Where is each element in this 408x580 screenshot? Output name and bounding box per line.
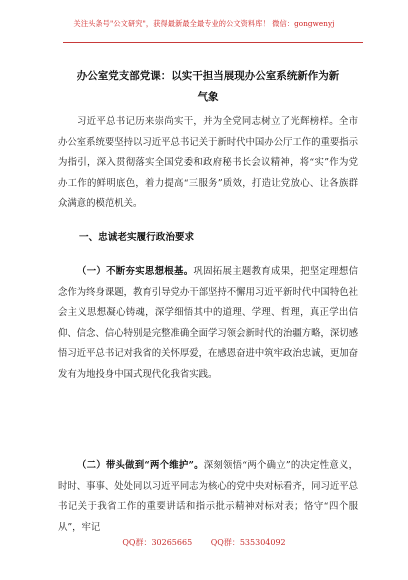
point-2-lead: （二）带头做到“两个维护”。 <box>77 460 204 471</box>
point-2-body: 深刻领悟“两个确立”的决定性意义，时时、事事、处处同以习近平同志为核心的党中央对标看齐，同习近平总书记关于我省工作的重要讲话和指示批示精神对标对表；恪守“四个服从”，牢记 <box>58 460 359 533</box>
header-divider <box>63 42 363 43</box>
section-heading-1: 一、忠诚老实履行政治要求 <box>79 232 195 243</box>
document-title <box>60 66 356 108</box>
intro-paragraph: 习近平总书记历来崇尚实干，并为全党同志树立了光辉榜样。全市办公室系统要坚持以习近平总书记关于新时代中国办公厅工作的重要指示为指引，深入贯彻落实全国党委和政府秘书长会议精神，将“实”作为党办工作的鲜明底色，着力提高“三服务”质效，打造让党放心、让各族群众满意的模范机关。 <box>58 116 359 210</box>
title-line-2: 气象 <box>197 91 219 103</box>
point-1-lead: （一）不断夯实思想根基。 <box>77 266 194 277</box>
point-2-paragraph <box>58 456 358 538</box>
point-1-body: 巩固拓展主题教育成果，把坚定理想信念作为终身课题，教育引导党办干部坚持不懈用习近平新时代中国特色社会主义思想凝心铸魂，深学细悟其中的道理、学理、哲理，真正学出信仰、信念、信心特别是完整准确全面学习领会新时代的治疆方略，深切感悟习近平总书记对我省的关怀厚爱，在感恩奋进中筑牢政治忠诚，更加奋发有为地投身中国式现代化我省实践。 <box>58 266 359 380</box>
point-1-paragraph <box>58 262 358 386</box>
footer-qq-groups <box>0 537 408 548</box>
title-line-1: 办公室党支部党课：以实干担当展现办公室系统新作为新 <box>76 70 340 82</box>
footer-qq-group-2: QQ群：535304092 <box>210 538 286 547</box>
footer-qq-group-1: QQ群：30265665 <box>122 538 193 547</box>
header-promo-note: 关注头条号"公文研究"，获得最新最全最专业的公文资料库！ 微信：gongwenyj <box>73 19 335 28</box>
